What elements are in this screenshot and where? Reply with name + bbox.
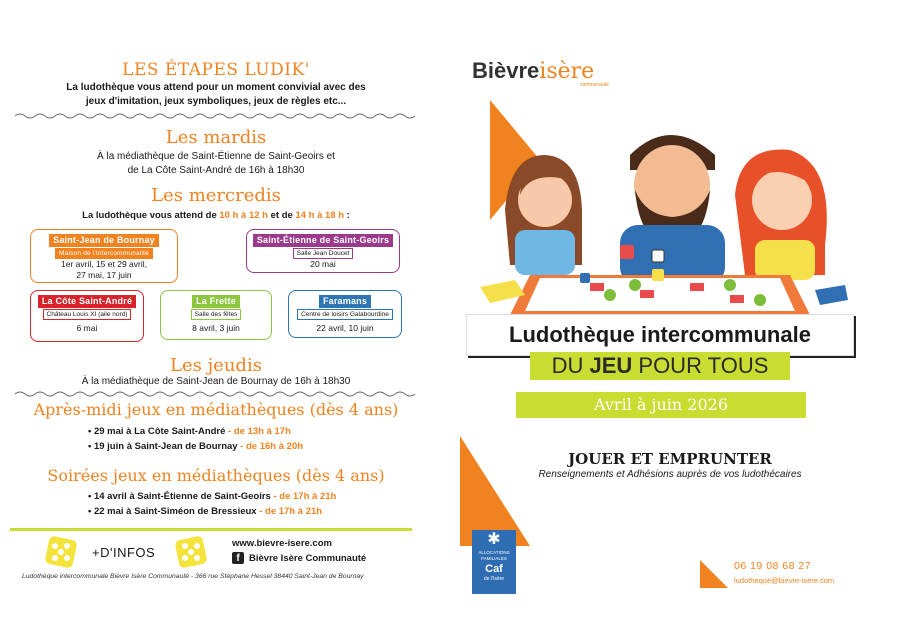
tagline-band [530, 352, 790, 380]
left-intro-line2: jeux d'imitation, jeux symboliques, jeux de règles etc... [85, 96, 347, 107]
dice-icon [44, 535, 78, 569]
apres-midi-title: Après-midi jeux en médiathèques (dès 4 ans) [33, 400, 399, 419]
caf-line2: FAMILIALES [481, 556, 507, 561]
lime-divider [10, 528, 412, 531]
box-sub: Salle des fêtes [191, 309, 242, 320]
box-head: Faramans [319, 295, 371, 308]
box-sub: Centre de loisirs Galabourdine [297, 309, 393, 320]
apres-midi-time: - de 16h à 20h [237, 441, 304, 452]
box-dates: 27 mai, 17 juin [76, 270, 132, 280]
caf-sub: de l'Isère [483, 576, 505, 582]
box-dates: 20 mai [310, 259, 336, 269]
caf-logo [472, 530, 516, 594]
box-faramans [288, 290, 402, 338]
banner-title: Ludothèque intercommunale [509, 322, 811, 347]
wavy-divider-2 [15, 390, 415, 398]
box-la-frette [160, 290, 272, 340]
mercredis-intro [0, 210, 432, 221]
website-link[interactable]: www.bievre-isere.com [232, 538, 332, 549]
family-game-illustration [470, 115, 850, 315]
dates-band: Avril à juin 2026 [516, 392, 806, 418]
jeudis-line: À la médiathèque de Saint-Jean de Bournay de 16h à 18h30 [81, 376, 351, 387]
logo-sub: communauté [580, 82, 609, 88]
box-sub: Château Louis XI (aile nord) [43, 309, 132, 320]
box-saint-jean-de-bournay [30, 229, 178, 283]
box-la-cote-saint-andre [30, 290, 144, 342]
soirees-item-1 [88, 491, 336, 502]
logo-bievre: Bièvre [472, 58, 540, 83]
box-dates: 1er avril, 15 et 29 avril, [61, 259, 147, 269]
soirees-place: • 22 mai à Saint-Siméon de Bressieux [88, 506, 257, 517]
email-link[interactable]: ludotheque@bievre-isere.com [734, 576, 835, 585]
mercredis-time2: 14 h à 18 h [295, 210, 345, 221]
renseignements-text: Renseignements et Adhésions auprès de vos ludothécaires [538, 469, 802, 480]
tagline-jeu: JEU [589, 353, 633, 378]
main-banner [466, 314, 854, 356]
box-saint-etienne-de-saint-geoirs [246, 229, 400, 273]
box-head: Saint-Étienne de Saint-Geoirs [253, 234, 393, 247]
mercredis-intro-a: La ludothèque vous attend de [82, 210, 220, 221]
contact-arrow-icon [700, 560, 728, 588]
mercredis-intro-e: : [344, 210, 350, 221]
soirees-title: Soirées jeux en médiathèques (dès 4 ans) [47, 466, 385, 485]
mercredis-intro-c: et de [267, 210, 296, 221]
jeudis-title: Les jeudis [170, 355, 262, 376]
soirees-place: • 14 avril à Saint-Étienne de Saint-Geoirs [88, 491, 271, 502]
mardis-title: Les mardis [165, 127, 267, 148]
bievre-isere-logo [472, 58, 594, 84]
box-sub: Maison de l'Intercommunalité [55, 248, 153, 259]
left-intro-line1: La ludothèque vous attend pour un moment convivial avec des [66, 82, 366, 93]
dice-icon [174, 535, 208, 569]
apres-midi-place: • 19 juin à Saint-Jean de Bournay [88, 441, 238, 452]
apres-midi-time: - de 13h à 17h [225, 426, 291, 437]
left-title: LES ÉTAPES LUDIK' [122, 60, 310, 80]
mardis-line2: de La Côte Saint-André de 16h à 18h30 [127, 165, 305, 176]
mardis-line1: À la médiathèque de Saint-Étienne de Saint-Geoirs et [97, 151, 335, 162]
footer-address: Ludothèque intercommunale Bièvre Isère Communauté - 366 rue Stéphane Hessel 38440 Saint-Jean de Bournay [22, 573, 364, 580]
apres-midi-item-1 [88, 426, 291, 437]
box-head: La Côte Saint-André [38, 295, 136, 308]
facebook-link[interactable]: Bièvre Isère Communauté [249, 553, 367, 564]
phone-number[interactable]: 06 19 08 68 27 [734, 560, 812, 572]
box-dates: 6 mai [76, 323, 98, 333]
apres-midi-item-2 [88, 441, 303, 452]
caf-name: Caf [485, 563, 503, 575]
caf-emblem-icon: ✱ [487, 531, 501, 548]
box-dates: 8 avril, 3 juin [192, 323, 240, 333]
box-head: Saint-Jean de Bournay [49, 234, 159, 247]
mercredis-title: Les mercredis [151, 185, 281, 206]
soirees-time: - de 17h à 21h [270, 491, 337, 502]
tagline-du: DU [551, 353, 590, 378]
soirees-item-2 [88, 506, 322, 517]
tagline-pour-tous: POUR TOUS [632, 353, 769, 378]
box-dates: 22 avril, 10 juin [316, 323, 374, 333]
soirees-time: - de 17h à 21h [256, 506, 323, 517]
logo-isere: isère [539, 59, 595, 84]
facebook-icon: f [232, 552, 244, 564]
apres-midi-place: • 29 mai à La Côte Saint-André [88, 426, 226, 437]
infos-label: +D'INFOS [92, 545, 156, 560]
jouer-title: JOUER ET EMPRUNTER [568, 450, 772, 468]
box-sub: Salle Jean Doucet [293, 248, 354, 259]
caf-line1: ALLOCATIONS [478, 550, 510, 555]
mercredis-time1: 10 h à 12 h [219, 210, 268, 221]
box-head: La Frette [192, 295, 240, 308]
wavy-divider-1 [15, 112, 415, 120]
